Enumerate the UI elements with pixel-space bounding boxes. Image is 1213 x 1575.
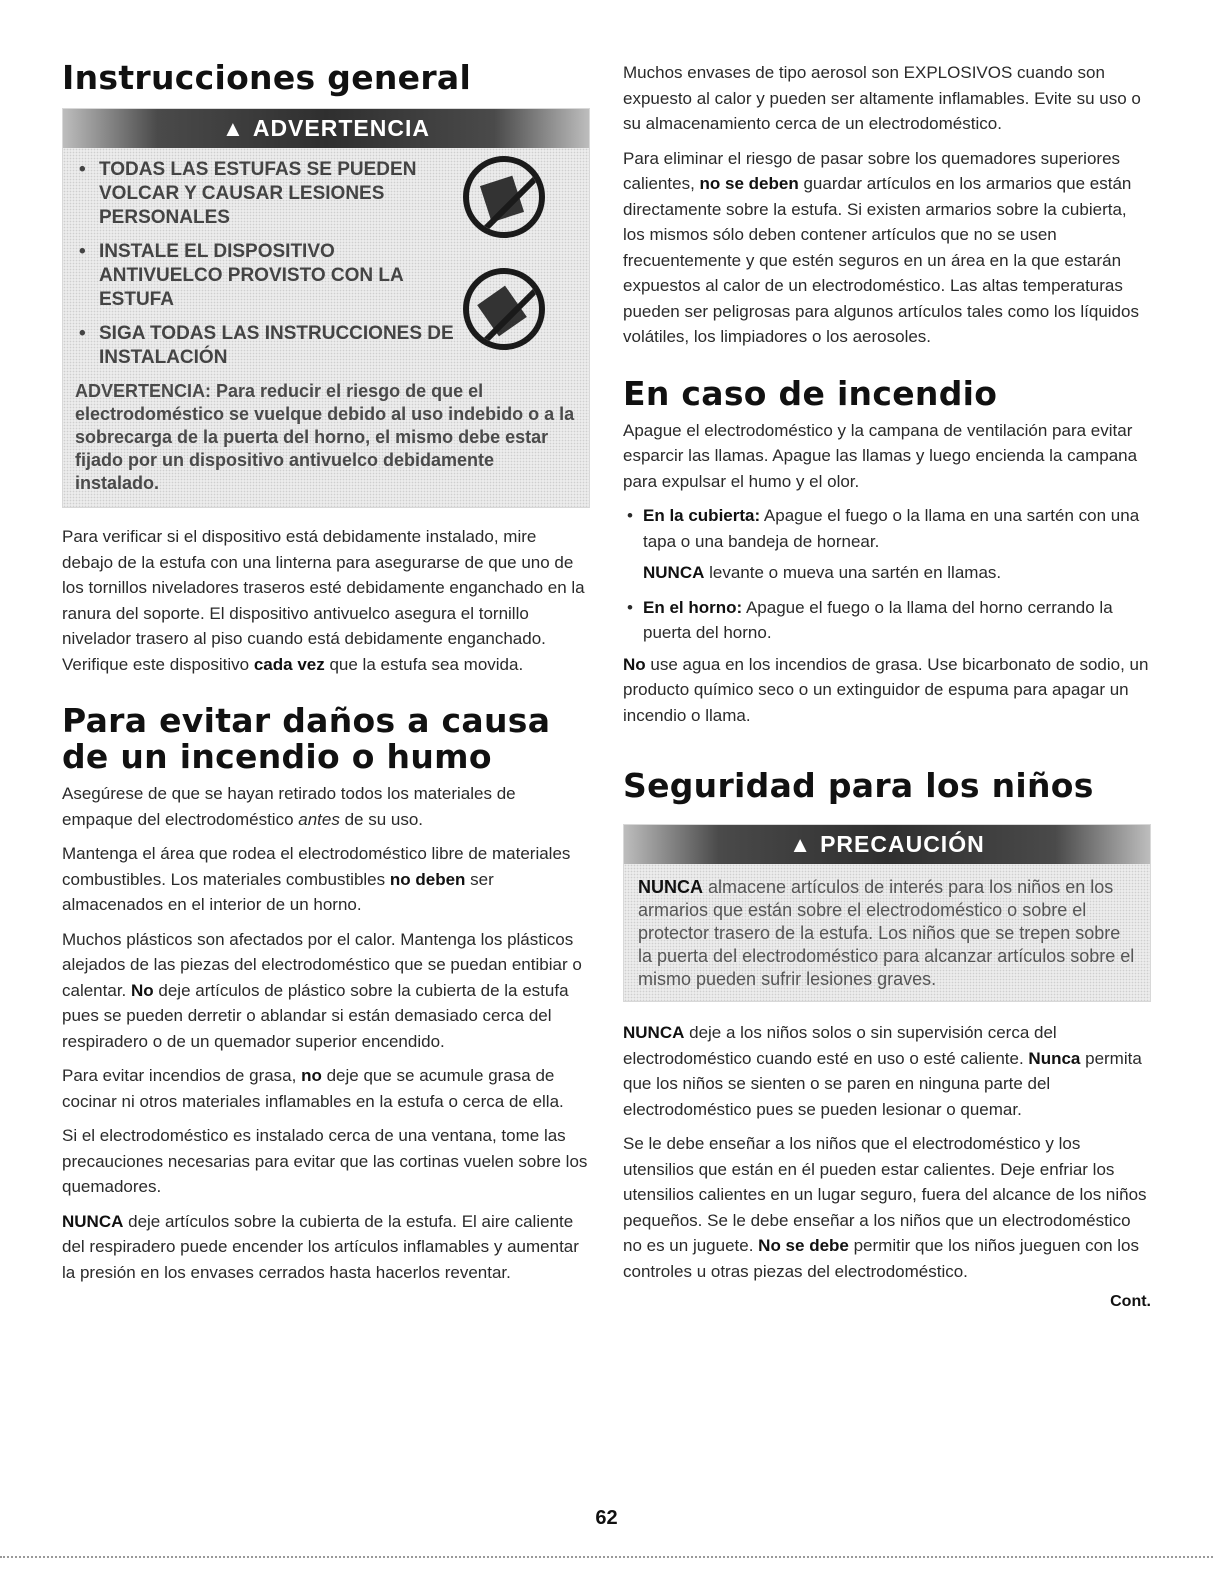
paragraph-plastics: Muchos plásticos son afectados por el calor. Mantenga los plásticos alejados de las piezas del electrodoméstico que se puedan entibiar o calentar. No deje artículos de plástico sobre la cubierta de la estufa pues se pueden derretir o ablandar si están demasiado cerca del respiradero o de un quemador superior encendido. — [62, 929, 582, 1051]
bullet-oven: • En el horno: Apague el fuego o la llama del horno cerrando la puerta del horno. — [623, 595, 1151, 646]
warning-header — [63, 109, 589, 148]
paragraph-aerosol: Muchos envases de tipo aerosol son EXPLOSIVOS cuando son expuesto al calor y pueden ser altamente inflamables. Evite su uso o su almacenamiento cerca de un electrodoméstico. — [623, 63, 1141, 133]
door-overload-prohibited-icon — [463, 268, 545, 350]
heading-child-safety: Seguridad para los niños — [623, 766, 1094, 805]
bottom-divider — [0, 1556, 1213, 1558]
caution-header-label: PRECAUCIÓN — [820, 831, 985, 857]
paragraph-never-move-pan: NUNCA levante o mueva una sartén en llamas. — [643, 563, 1002, 582]
warning-triangle-icon: ▲ — [222, 116, 245, 141]
heading-fire-smoke: Para evitar daños a causa de un incendio o humo — [62, 701, 551, 776]
bullet-cooktop: • En la cubierta: Apague el fuego o la llama en una sartén con una tapa o una bandeja de hornear. — [623, 503, 1151, 554]
warning-text: ADVERTENCIA: Para reducir el riesgo de que el electrodoméstico se vuelque debido al uso indebido o a la sobrecarga de la puerta del horno, el mismo debe estar fijado por un dispositivo antivuelco debidamente instalado. — [75, 381, 575, 493]
paragraph-no-water: No use agua en los incendios de grasa. Use bicarbonato de sodio, un producto químico seco o un extinguidor de espuma para apagar un incendio o llama. — [623, 654, 1149, 725]
paragraph-never-alone: NUNCA deje a los niños solos o sin supervisión cerca del electrodoméstico cuando esté en uso o esté caliente. Nunca permita que los niños se sienten o se paren en ninguna parte del electrodoméstico pues se pueden lesionar o quemar. — [623, 1023, 1142, 1119]
paragraph-cabinets: Para eliminar el riesgo de pasar sobre los quemadores superiores calientes, no se deben guardar artículos en los armarios que están directamente sobre la estufa. Si existen armarios sobre la cubierta, los mismos sólo deben contener artículos que no se usen frecuentemente y que estén seguros en un área en la que estarán expuestos al calor de un electrodoméstico. Las altas temperaturas pueden ser peligrosas para algunos artículos tales como los líquidos volátiles, los limpiadores o los aerosoles. — [623, 148, 1139, 346]
paragraph-grease: Para evitar incendios de grasa, no deje que se acumule grasa de cocinar ni otros materiales inflamables en la estufa o cerca de ella. — [62, 1066, 564, 1111]
paragraph-window: Si el electrodoméstico es instalado cerca de una ventana, tome las precauciones necesarias para evitar que las cortinas vuelen sobre los quemadores. — [62, 1126, 588, 1196]
caution-triangle-icon: ▲ — [789, 832, 813, 857]
warning-box — [62, 108, 590, 508]
warning-list — [63, 148, 589, 370]
tip-over-prohibited-icon — [463, 156, 545, 238]
paragraph-verify-device: Para verificar si el dispositivo está debidamente instalado, mire debajo de la estufa con una linterna para asegurarse de que uno de los tornillos niveladores traseros esté debidamente enganchado en la ranura del soporte. El dispositivo antivuelco asegura el tornillo nivelador trasero al piso cuando está debidamente enganchado. Verifique este dispositivo cada vez que la estufa sea movida. — [62, 527, 585, 674]
warning-item: • INSTALE EL DISPOSITIVO ANTIVUELCO PROVISTO CON LA ESTUFA — [75, 240, 454, 312]
caution-box — [623, 824, 1151, 1002]
left-column — [62, 60, 590, 1294]
caution-text: NUNCA almacene artículos de interés para los niños en los armarios que están sobre el electrodoméstico o sobre el protector trasero de la estufa. Los niños que se trepen sobre la puerta del electrodoméstico para alcanzar artículos sobre el mismo pueden sufrir lesiones graves. — [638, 877, 1135, 989]
caution-header — [624, 825, 1150, 864]
heading-instrucciones-general: Instrucciones general — [62, 58, 472, 97]
heading-fire: En caso de incendio — [623, 373, 998, 413]
paragraph-teach-children: Se le debe enseñar a los niños que el electrodoméstico y los utensilios que están en él pueden estar calientes. Deje enfriar los utensilios calientes en un lugar seguro, fuera del alcance de los niños pequeños. Se le debe enseñar a los niños que un electrodoméstico no es un juguete. No se debe permitir que los niños jueguen con los controles u otras piezas del electrodoméstico. — [623, 1134, 1147, 1281]
warning-item: • TODAS LAS ESTUFAS SE PUEDEN VOLCAR Y CAUSAR LESIONES PERSONALES — [75, 158, 454, 230]
paragraph-fire-intro: Apague el electrodoméstico y la campana de ventilación para evitar esparcir las llamas. Apague las llamas y luego encienda la campana para expulsar el humo y el olor. — [623, 420, 1138, 491]
page-number: 62 — [595, 1507, 618, 1529]
warning-item: • SIGA TODAS LAS INSTRUCCIONES DE INSTALACIÓN — [75, 322, 454, 370]
paragraph-packaging: Asegúrese de que se hayan retirado todos los materiales de empaque del electrodoméstico antes de su uso. — [62, 784, 516, 829]
paragraph-never-items: NUNCA deje artículos sobre la cubierta de la estufa. El aire caliente del respiradero puede encender los artículos inflamables y aumentar la presión en los envases cerrados hasta hacerlos reventar. — [62, 1211, 579, 1282]
continued-label: Cont. — [1110, 1293, 1151, 1310]
paragraph-combustibles: Mantenga el área que rodea el electrodoméstico libre de materiales combustibles. Los materiales combustibles no deben ser almacenados en el interior de un horno. — [62, 844, 571, 914]
warning-header-label: ADVERTENCIA — [252, 115, 430, 141]
right-column — [623, 60, 1151, 1311]
